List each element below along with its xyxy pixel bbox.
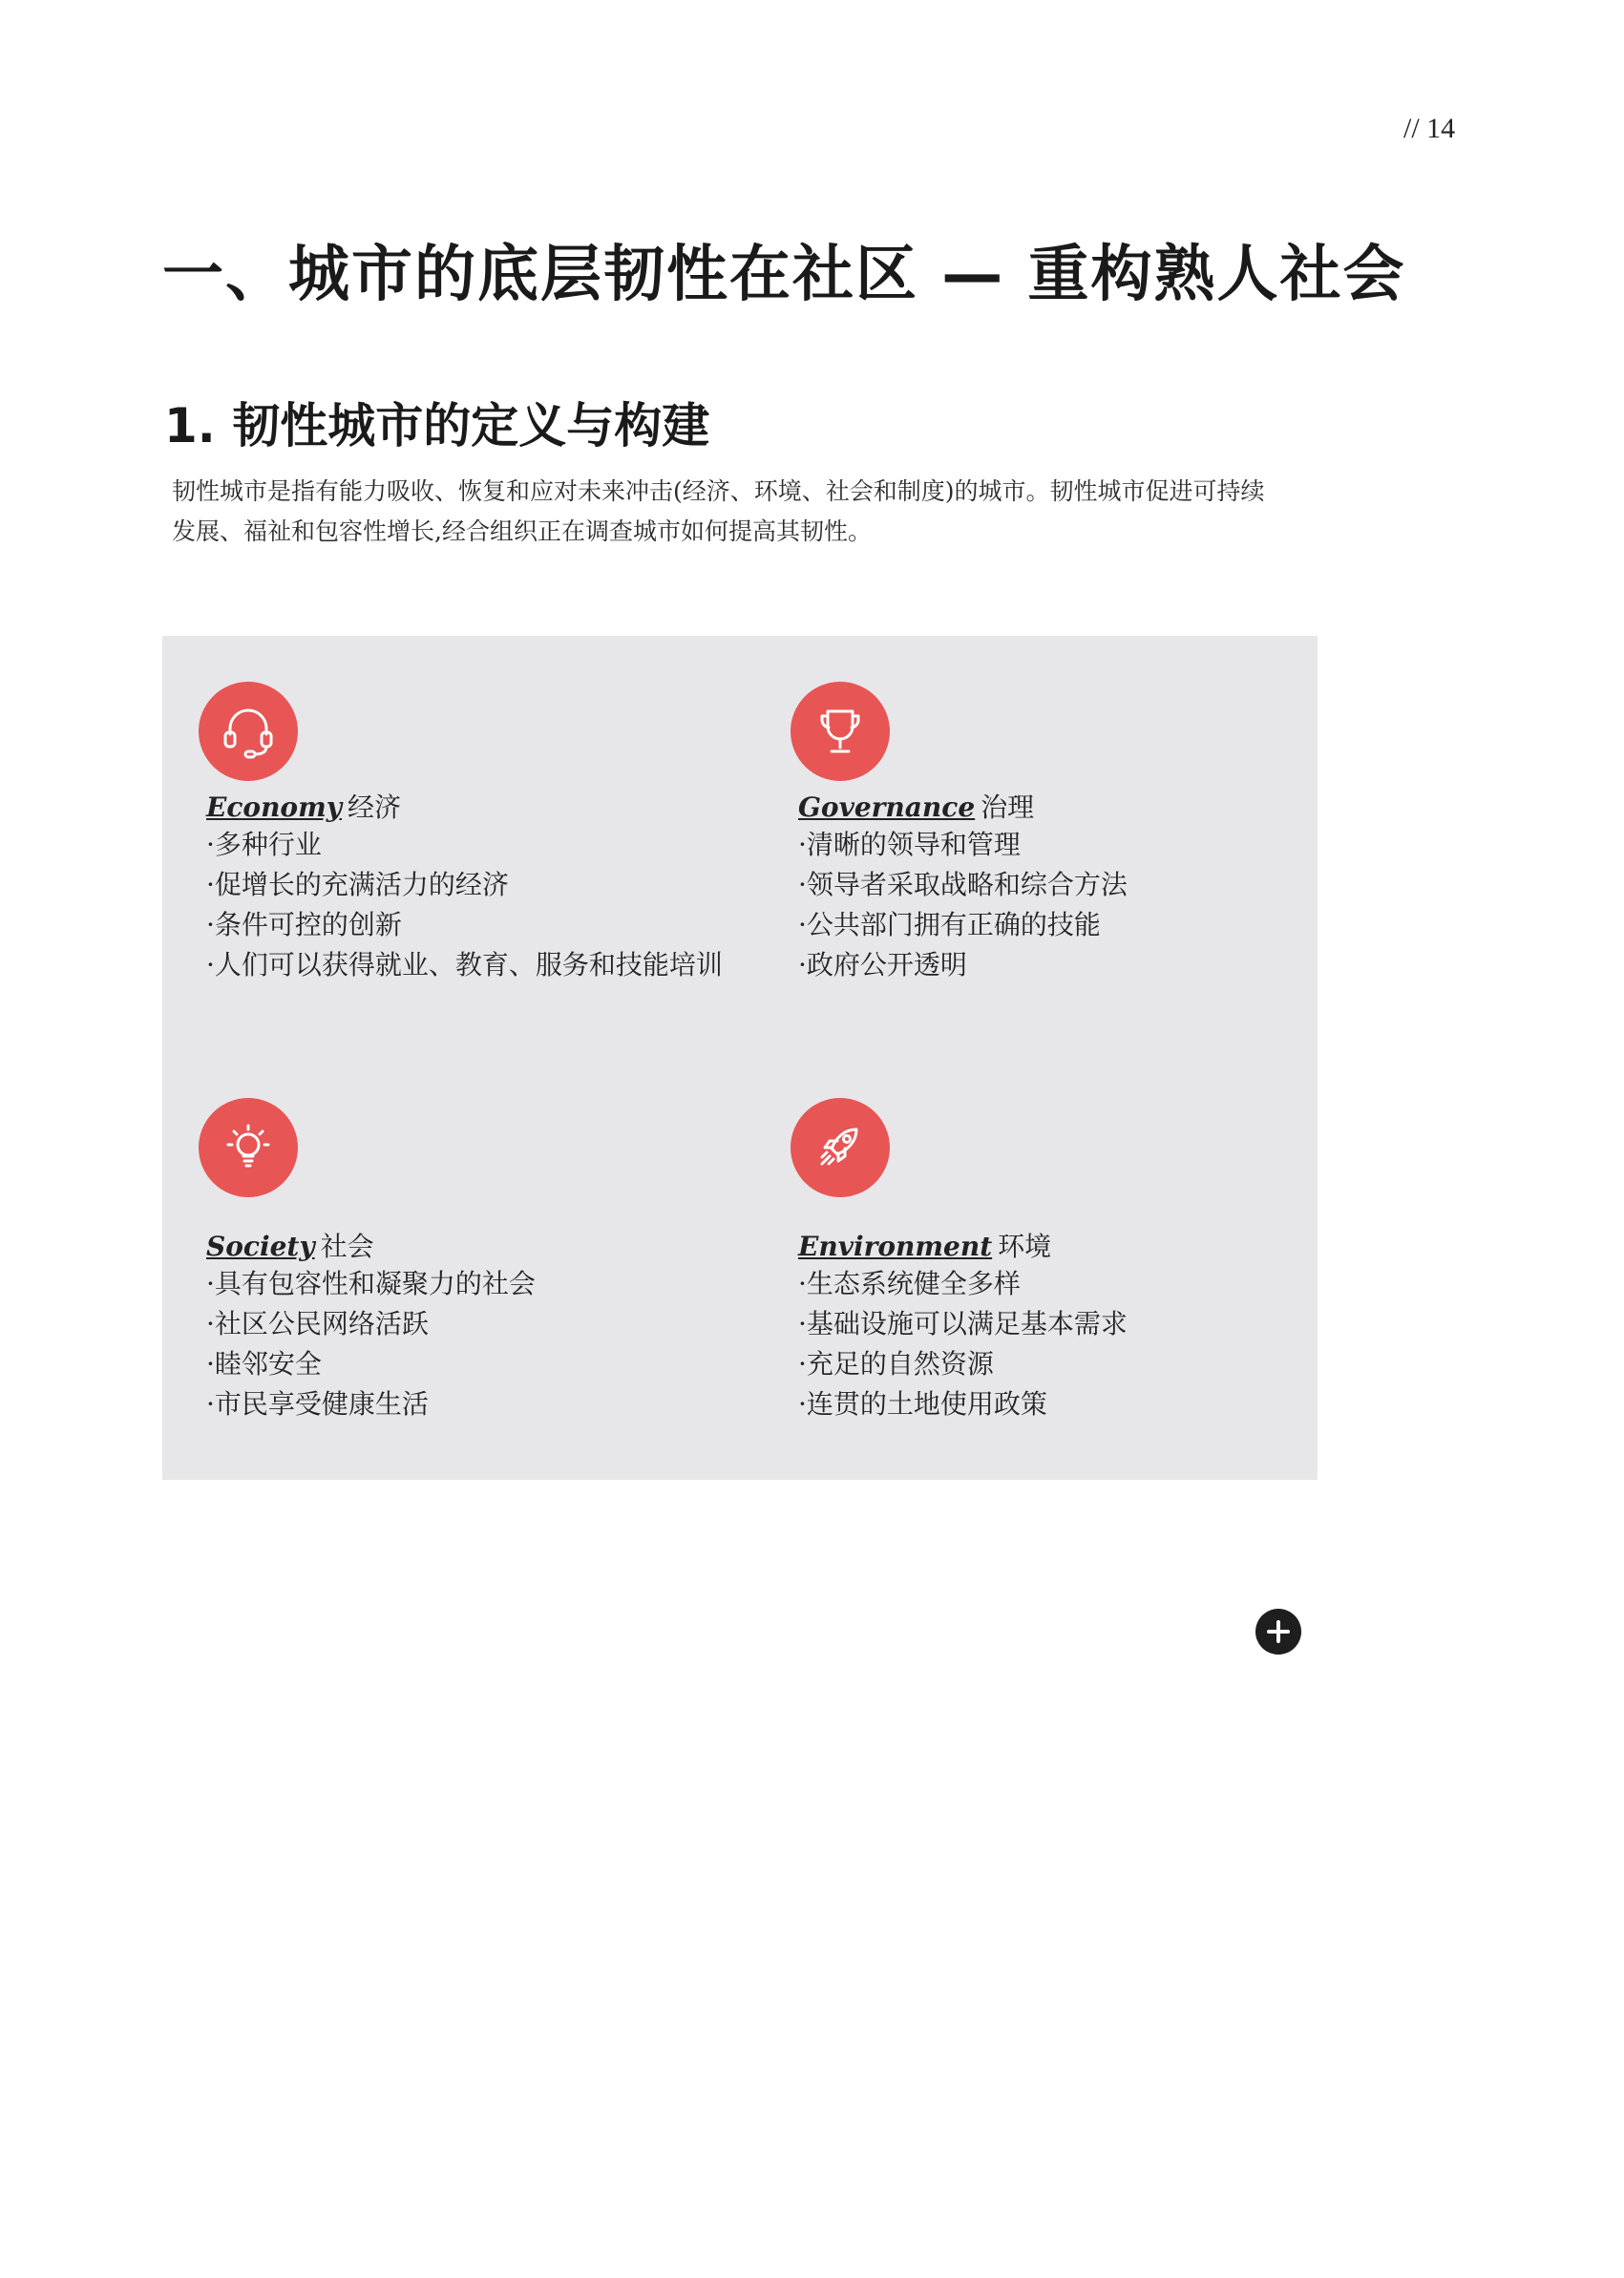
list-item: · 睦邻安全 — [206, 1344, 536, 1384]
intro-line: 韧性城市是指有能力吸收、恢复和应对未来冲击(经济、环境、社会和制度)的城市。韧性城市促进可持续 — [172, 477, 1265, 505]
card-heading — [798, 787, 1034, 825]
card-title-en: Economy — [206, 791, 342, 823]
rocket-icon — [791, 1098, 890, 1197]
list-item: · 条件可控的创新 — [206, 905, 723, 945]
list-item: · 清晰的领导和管理 — [798, 825, 1128, 865]
card-list — [206, 825, 723, 985]
list-item: · 具有包容性和凝聚力的社会 — [206, 1264, 536, 1304]
card-title-zh: 社会 — [320, 1231, 374, 1262]
list-item: · 人们可以获得就业、教育、服务和技能培训 — [206, 945, 723, 985]
card-title-en: Environment — [798, 1231, 993, 1262]
card-heading — [206, 787, 401, 825]
card-heading — [206, 1226, 374, 1264]
section-title: 1. 韧性城市的定义与构建 — [164, 398, 710, 453]
card-list — [798, 1264, 1128, 1424]
intro-paragraph — [172, 472, 1298, 552]
trophy-icon — [791, 682, 890, 781]
card-title-zh: 环境 — [998, 1231, 1052, 1262]
chapter-title: 一、城市的底层韧性在社区 — 重构熟人社会 — [162, 240, 1406, 310]
headset-icon — [199, 682, 298, 781]
list-item: · 社区公民网络活跃 — [206, 1304, 536, 1344]
list-item: · 公共部门拥有正确的技能 — [798, 905, 1128, 945]
list-item: · 连贯的土地使用政策 — [798, 1384, 1128, 1424]
list-item: · 促增长的充满活力的经济 — [206, 865, 723, 905]
card-title-en: Governance — [798, 791, 976, 823]
resilience-panel — [162, 636, 1318, 1480]
list-item: · 多种行业 — [206, 825, 723, 865]
card-title-zh: 经济 — [348, 791, 402, 823]
list-item: · 充足的自然资源 — [798, 1344, 1128, 1384]
card-title-en: Society — [206, 1231, 315, 1262]
intro-line: 发展、福祉和包容性增长,经合组织正在调查城市如何提高其韧性。 — [172, 517, 872, 545]
list-item: · 市民享受健康生活 — [206, 1384, 536, 1424]
list-item: · 领导者采取战略和综合方法 — [798, 865, 1128, 905]
page-number: // 14 — [1403, 113, 1456, 144]
card-list — [206, 1264, 536, 1424]
card-heading — [798, 1226, 1051, 1264]
list-item: · 基础设施可以满足基本需求 — [798, 1304, 1128, 1344]
lightbulb-icon — [199, 1098, 298, 1197]
list-item: · 生态系统健全多样 — [798, 1264, 1128, 1304]
plus-circle-icon[interactable] — [1255, 1609, 1301, 1655]
card-list — [798, 825, 1128, 985]
card-title-zh: 治理 — [981, 791, 1035, 823]
list-item: · 政府公开透明 — [798, 945, 1128, 985]
